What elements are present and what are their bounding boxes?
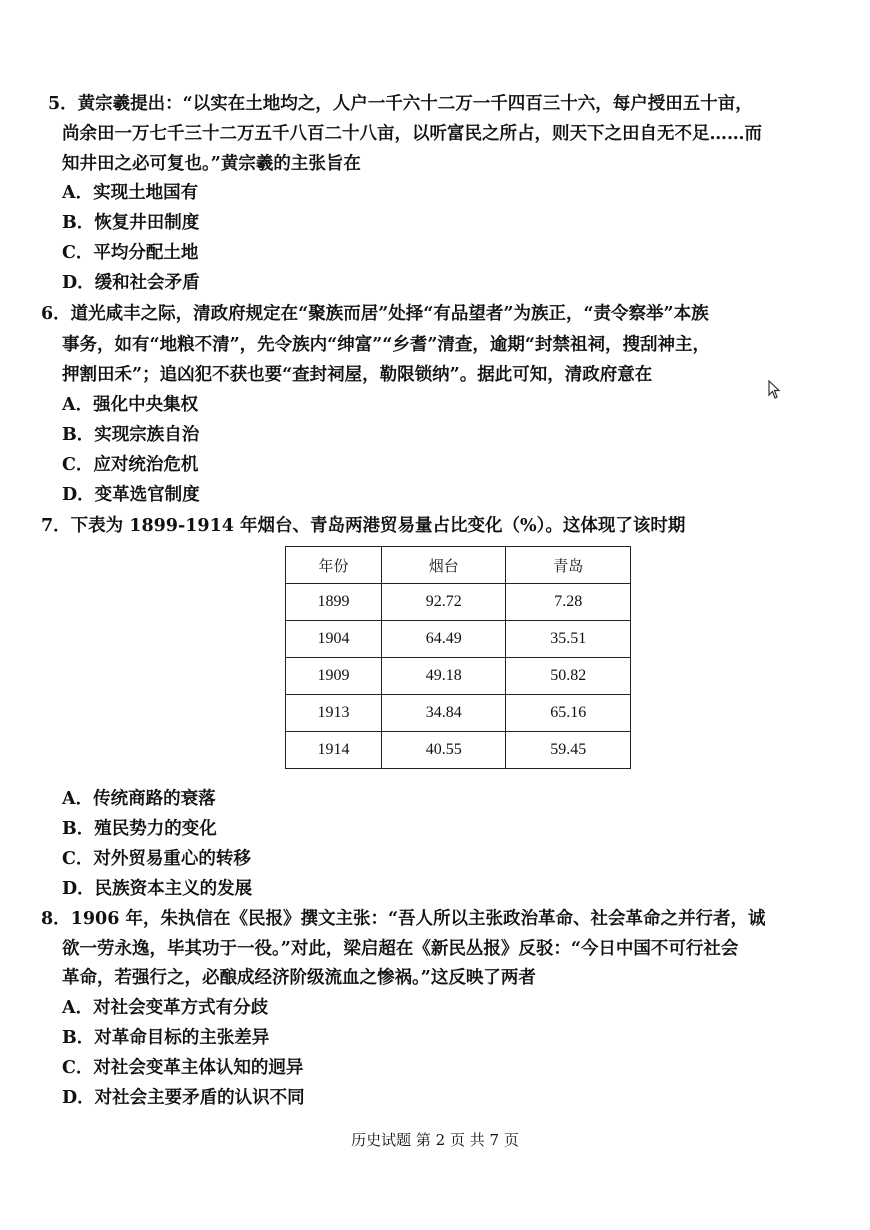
q6-stem-line-2: 事务，如有“地粮不清”，先令族内“绅富”“乡耆”清查，逾期“封禁祖祠，搜刮神主， <box>62 335 710 355</box>
q7-stem-line-1: 7．下表为 1899-1914 年烟台、青岛两港贸易量占比变化（%）。这体现了该时期 <box>41 516 686 536</box>
q6-option-b: B．实现宗族自治 <box>62 425 200 445</box>
table-cell-qingdao: 65.16 <box>506 695 631 732</box>
q7-option-a: A．传统商路的衰落 <box>62 789 216 809</box>
table-cell-yantai: 40.55 <box>381 732 506 769</box>
table-header-yantai: 烟台 <box>381 547 506 584</box>
table-row <box>286 658 631 695</box>
q6-stem-line-3: 押割田禾”；追凶犯不获也要“查封祠屋，勒限锁纳”。据此可知，清政府意在 <box>62 365 653 385</box>
table-header-row <box>286 547 631 584</box>
table-cell-yantai: 92.72 <box>381 584 506 621</box>
q6-stem-line-1: 6．道光咸丰之际，清政府规定在“聚族而居”处择“有品望者”为族正，“责令察举”本族 <box>41 304 709 324</box>
table-row <box>286 621 631 658</box>
q8-option-a: A．对社会变革方式有分歧 <box>62 998 269 1018</box>
q6-option-c: C．应对统治危机 <box>62 455 199 475</box>
table-cell-qingdao: 7.28 <box>506 584 631 621</box>
page-footer: 历史试题 第 2 页 共 7 页 <box>351 1131 519 1149</box>
table-cell-qingdao: 50.82 <box>506 658 631 695</box>
table-header-year: 年份 <box>286 547 382 584</box>
table-row <box>286 695 631 732</box>
q7-option-d: D．民族资本主义的发展 <box>62 879 253 899</box>
q5-option-c: C．平均分配土地 <box>62 243 199 263</box>
table-cell-year: 1899 <box>286 584 382 621</box>
q8-option-c: C．对社会变革主体认知的迥异 <box>62 1058 304 1078</box>
table-cell-qingdao: 59.45 <box>506 732 631 769</box>
q8-option-b: B．对革命目标的主张差异 <box>62 1028 270 1048</box>
table-cell-year: 1914 <box>286 732 382 769</box>
table-cell-yantai: 64.49 <box>381 621 506 658</box>
q7-option-b: B．殖民势力的变化 <box>62 819 217 839</box>
q8-stem-line-2: 欲一劳永逸，毕其功于一役。”对此，梁启超在《新民丛报》反驳：“今日中国不可行社会 <box>62 939 739 959</box>
table-cell-yantai: 49.18 <box>381 658 506 695</box>
q5-option-d: D．缓和社会矛盾 <box>62 273 200 293</box>
q7-option-c: C．对外贸易重心的转移 <box>62 849 251 869</box>
q5-stem-line-1: 5．黄宗羲提出：“以实在土地均之，人户一千六十二万一千四百三十六，每户授田五十亩， <box>48 94 753 114</box>
table-cell-year: 1909 <box>286 658 382 695</box>
mouse-pointer-icon <box>768 380 782 400</box>
q6-option-a: A．强化中央集权 <box>62 395 199 415</box>
table-cell-yantai: 34.84 <box>381 695 506 732</box>
table-cell-year: 1913 <box>286 695 382 732</box>
q5-option-b: B．恢复井田制度 <box>62 213 200 233</box>
table-row <box>286 584 631 621</box>
q5-stem-line-3: 知井田之必可复也。”黄宗羲的主张旨在 <box>62 154 361 174</box>
q8-stem-line-3: 革命，若强行之，必酿成经济阶级流血之惨祸。”这反映了两者 <box>62 968 536 988</box>
q5-stem-line-2: 尚余田一万七千三十二万五千八百二十八亩，以听富民之所占，则天下之田自无不足……而 <box>62 124 762 144</box>
trade-share-table <box>285 546 631 769</box>
q8-option-d: D．对社会主要矛盾的认识不同 <box>62 1088 305 1108</box>
table-header-qingdao: 青岛 <box>506 547 631 584</box>
q5-option-a: A．实现土地国有 <box>62 183 199 203</box>
table-cell-qingdao: 35.51 <box>506 621 631 658</box>
table-row <box>286 732 631 769</box>
table-cell-year: 1904 <box>286 621 382 658</box>
q8-stem-line-1: 8．1906 年，朱执信在《民报》撰文主张：“吾人所以主张政治革命、社会革命之并行者，诚 <box>41 909 766 929</box>
q6-option-d: D．变革选官制度 <box>62 485 200 505</box>
